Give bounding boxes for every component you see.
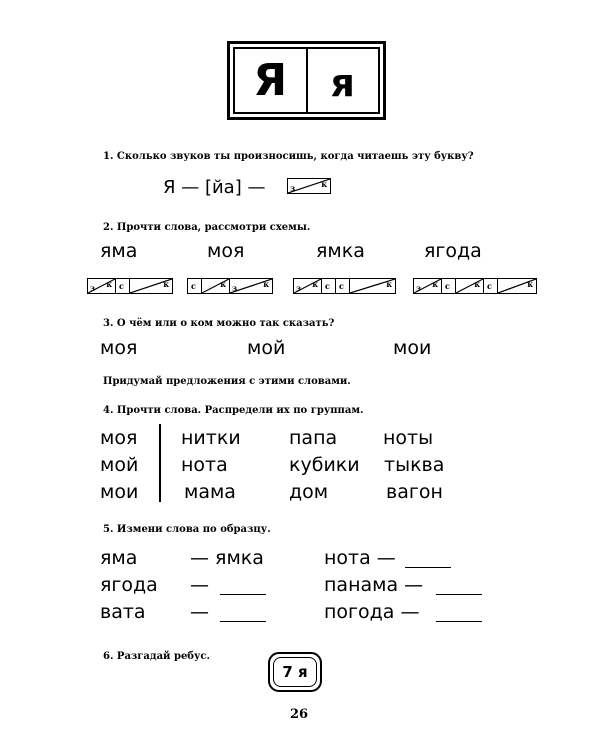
scheme-label: с (191, 281, 196, 291)
task4-instruction: 4. Прочти слова. Распредели их по группам. (103, 405, 364, 416)
vowel-cell (130, 279, 172, 293)
merged-sound-cell (88, 279, 116, 293)
exercise-word: ягода (100, 574, 158, 596)
task1-question: 1. Сколько звуков ты произносишь, когда читаешь эту букву? (103, 151, 474, 162)
scheme-label-z: з (290, 183, 296, 193)
word-scheme (187, 278, 273, 294)
task3-question: 3. О чём или о ком можно так сказать? (103, 318, 335, 329)
scheme-label: к (474, 279, 480, 289)
scheme-label: к (220, 279, 226, 289)
scheme-label: с (487, 281, 492, 291)
merged-sound-cell (230, 279, 272, 293)
scheme-label: з (232, 283, 238, 293)
scheme-label: к (312, 279, 318, 289)
scheme-label: к (163, 279, 169, 289)
scheme-label: з (296, 283, 302, 293)
exercise-word: вата (100, 601, 146, 623)
answer-blank[interactable] (220, 594, 266, 595)
consonant-cell (442, 279, 456, 293)
answer-blank[interactable] (405, 567, 451, 568)
merged-sound-cell (414, 279, 442, 293)
scheme-label: с (325, 281, 330, 291)
consonant-cell (188, 279, 202, 293)
word-scheme (413, 278, 537, 294)
word-item: папа (289, 427, 338, 449)
vowel-cell (350, 279, 395, 293)
group-header: мои (100, 481, 139, 503)
task5-instruction: 5. Измени слова по образцу. (103, 524, 271, 535)
consonant-cell: с (336, 279, 350, 293)
sample-answer: — ямка (190, 547, 264, 569)
exercise-word: погода — (324, 601, 420, 623)
word-item: вагон (386, 481, 443, 503)
column-divider (159, 424, 161, 502)
word-item: нитки (181, 427, 241, 449)
scheme-label: с (445, 281, 450, 291)
scheme-label: з (416, 283, 422, 293)
exercise-word: панама — (324, 574, 424, 596)
exercise-word: нота — (324, 547, 396, 569)
word-item: дом (289, 481, 329, 503)
task2-word: яма (100, 240, 138, 262)
group-header: моя (100, 427, 138, 449)
scheme-label: с (119, 281, 124, 291)
exercise-dash: — (190, 574, 209, 596)
word-item: тыква (384, 454, 445, 476)
answer-blank[interactable] (220, 621, 266, 622)
merged-sound-cell (294, 279, 322, 293)
answer-blank[interactable] (436, 594, 482, 595)
task1-scheme (287, 178, 331, 194)
vowel-cell (202, 279, 230, 293)
word-item: нота (181, 454, 228, 476)
task3-word: моя (100, 337, 138, 359)
word-scheme (87, 278, 173, 294)
scheme-label: з (90, 283, 96, 293)
scheme-label: к (432, 279, 438, 289)
word-item: кубики (289, 454, 360, 476)
task1-formula: Я — [йа] — (163, 177, 266, 198)
vowel-cell (498, 279, 536, 293)
scheme-label: к (386, 279, 392, 289)
task2-instruction: 2. Прочти слова, рассмотри схемы. (103, 222, 311, 233)
vowel-cell (456, 279, 484, 293)
consonant-cell (484, 279, 498, 293)
letter-card (227, 41, 386, 120)
lowercase-letter: я (330, 60, 355, 105)
rebus-text: 7 я (273, 657, 317, 687)
scheme-label: к (106, 279, 112, 289)
sample-word: яма (100, 547, 138, 569)
task2-word: ямка (316, 240, 365, 262)
consonant-cell (322, 279, 336, 293)
group-header: мой (100, 454, 139, 476)
task6-instruction: 6. Разгадай ребус. (103, 651, 210, 662)
task3-word: мой (247, 337, 286, 359)
word-item: мама (184, 481, 236, 503)
uppercase-letter: Я (235, 49, 308, 112)
rebus-card (268, 652, 322, 692)
scheme-label-k: к (321, 179, 327, 189)
exercise-dash: — (190, 601, 209, 623)
scheme-label: к (527, 279, 533, 289)
page-number: 26 (290, 707, 309, 722)
scheme-label: к (263, 279, 269, 289)
answer-blank[interactable] (436, 621, 482, 622)
word-scheme (293, 278, 396, 294)
merged-sound-cell (288, 179, 330, 193)
consonant-cell (116, 279, 130, 293)
task3-word: мои (393, 337, 432, 359)
task2-word: моя (207, 240, 245, 262)
task3-instruction: Придумай предложения с этими словами. (103, 376, 351, 387)
task2-word: ягода (424, 240, 482, 262)
word-item: ноты (383, 427, 434, 449)
